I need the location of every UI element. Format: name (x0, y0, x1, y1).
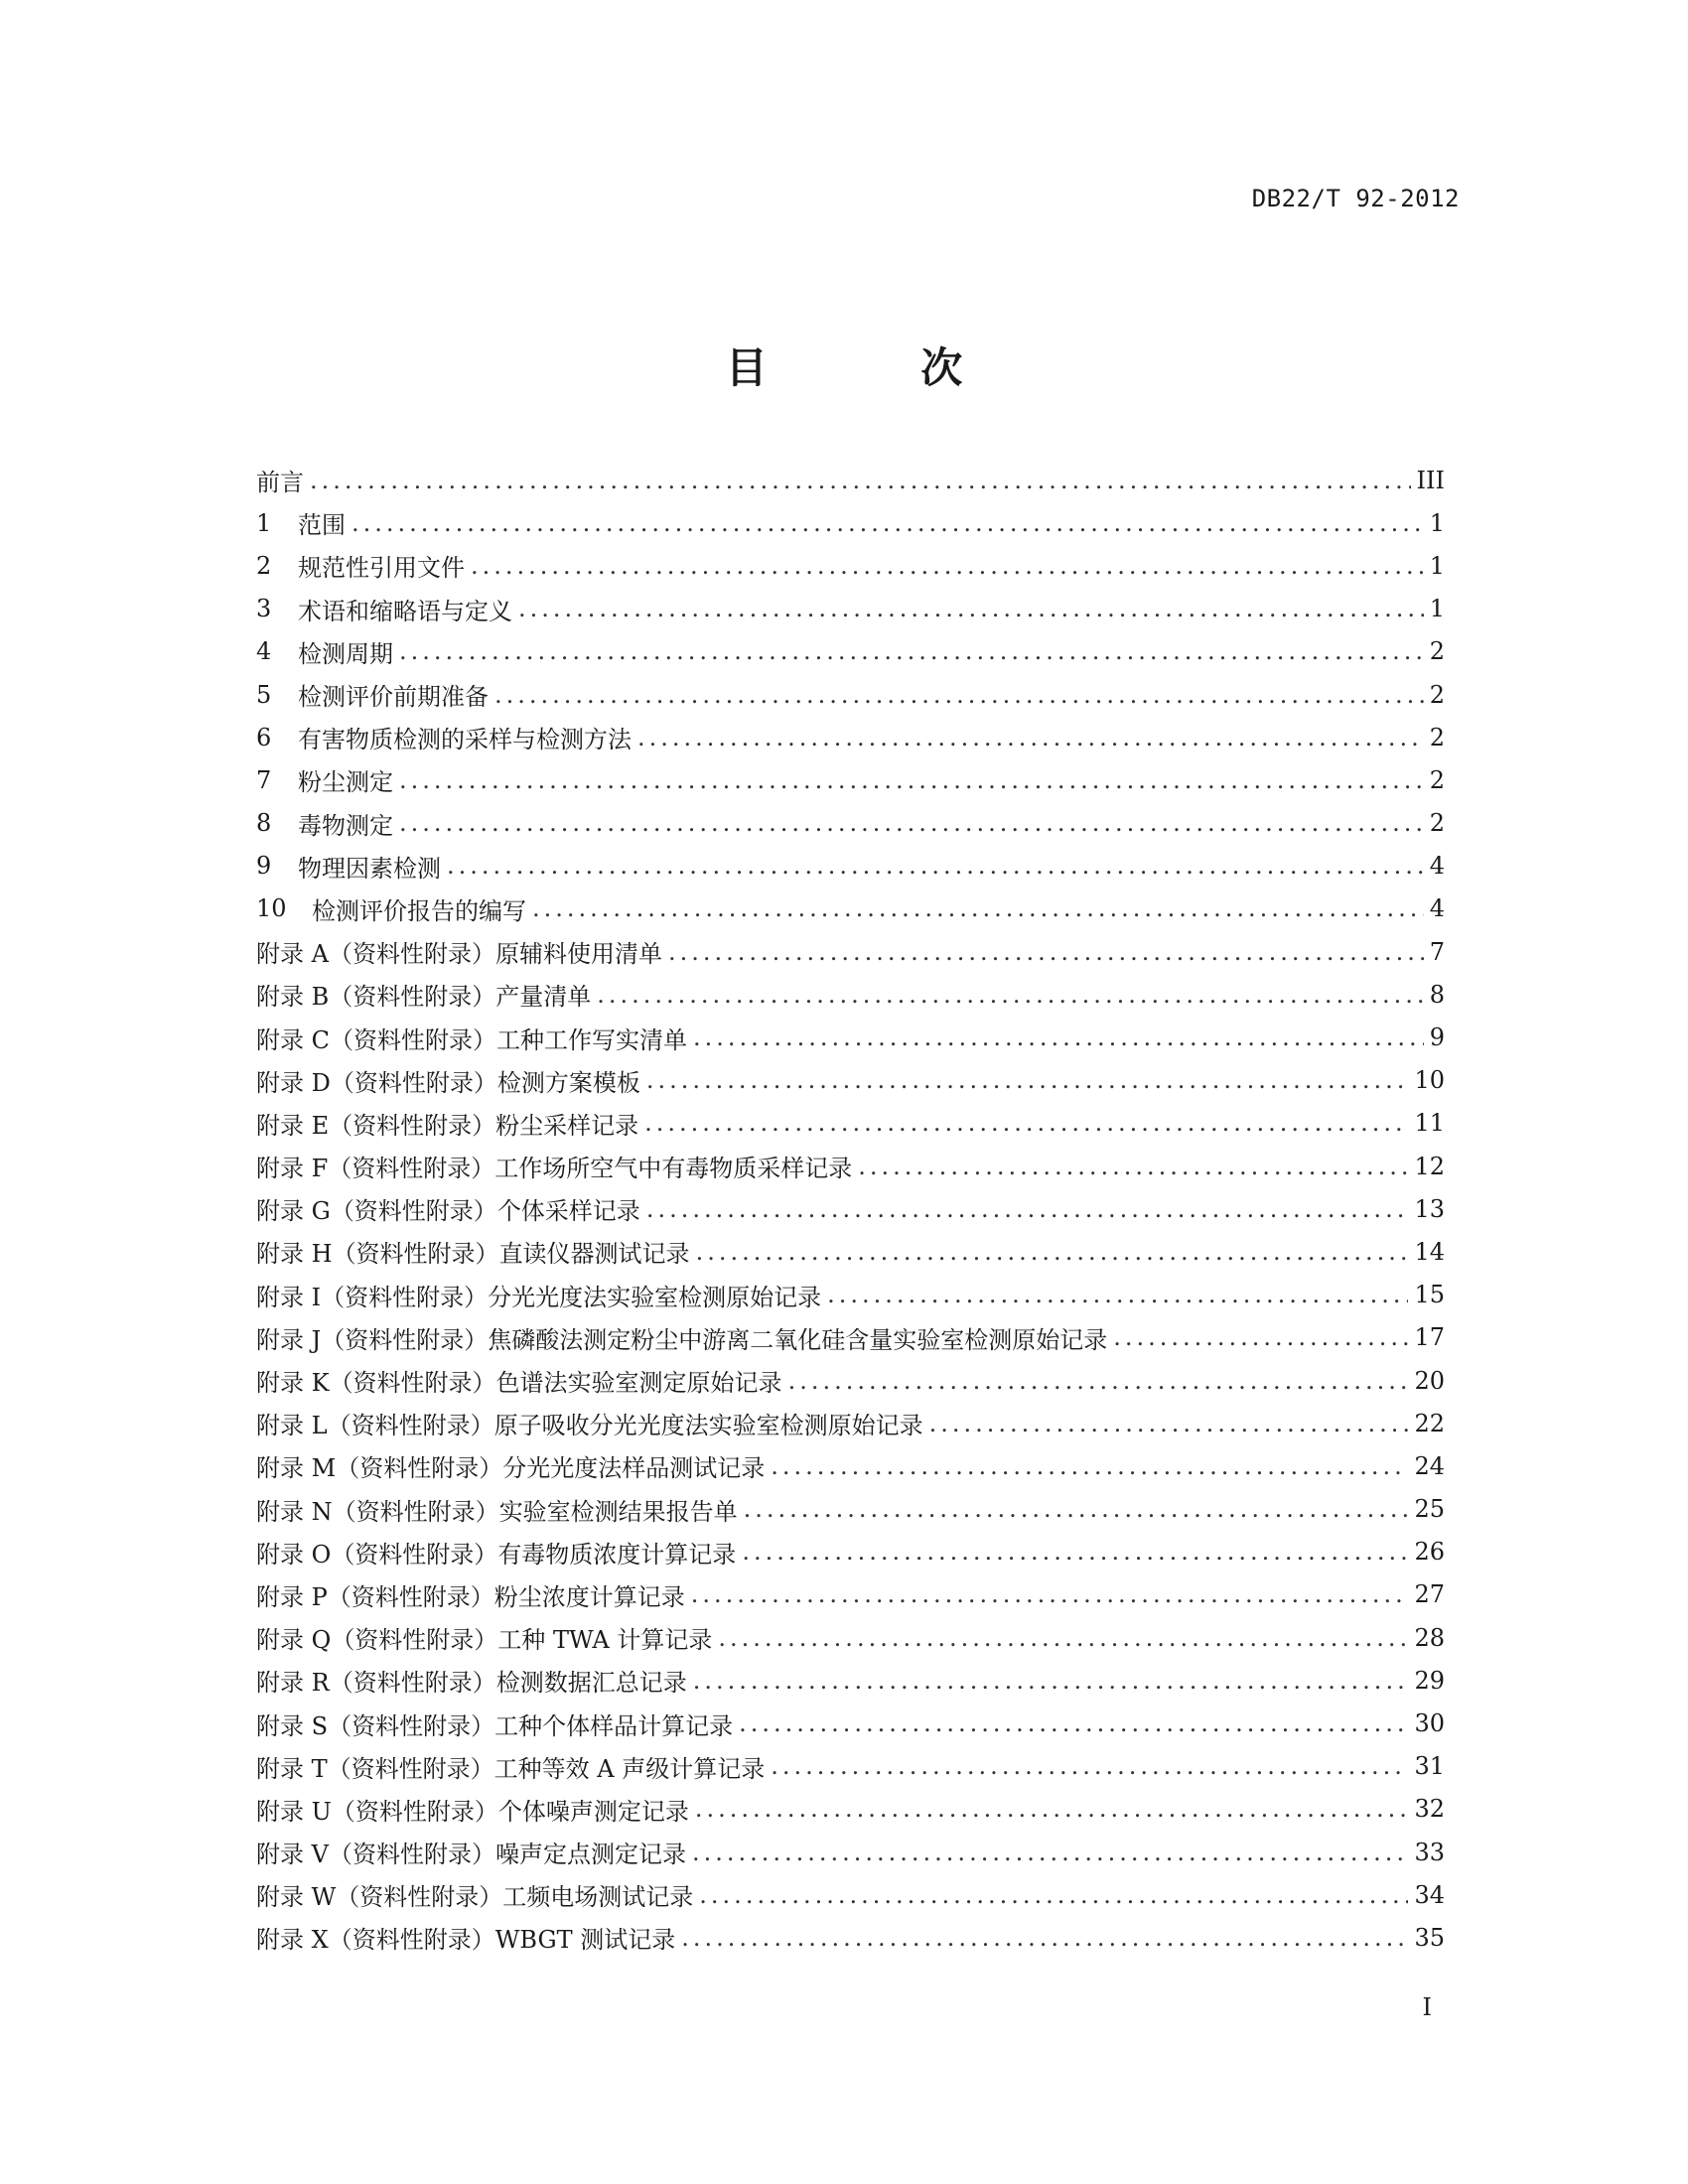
annex-page: 28 (1414, 1623, 1445, 1652)
annex-page: 26 (1414, 1538, 1445, 1567)
dot-leader (771, 1752, 1408, 1780)
toc-annex-n[interactable] (256, 1488, 1445, 1531)
annex-page: 12 (1414, 1152, 1445, 1180)
annex-page: 25 (1414, 1495, 1445, 1524)
dot-leader (929, 1410, 1409, 1437)
annex-code: 附录 I (256, 1283, 322, 1311)
annex-label: 原子吸收分光光度法实验室检测原始记录 (493, 1412, 923, 1440)
annex-label: 分光光度法实验室检测原始记录 (488, 1283, 822, 1311)
dot-leader (693, 1667, 1409, 1695)
toc-entry-page: 2 (1429, 723, 1445, 751)
toc-title: 目 次 (725, 343, 1033, 392)
annex-type: （资料性附录） (330, 1197, 497, 1226)
dot-leader (646, 1195, 1409, 1223)
annex-type: （资料性附录） (329, 1369, 496, 1398)
toc-entry-label: 有害物质检测的采样与检测方法 (298, 726, 632, 754)
annex-page: 22 (1414, 1409, 1445, 1437)
annex-code: 附录 K (256, 1369, 330, 1398)
toc-entry-7[interactable] (256, 758, 1445, 801)
dot-leader (518, 595, 1424, 622)
toc-annex-h[interactable] (256, 1230, 1445, 1273)
annex-code: 附录 B (256, 983, 330, 1012)
dot-leader (693, 1024, 1424, 1051)
annex-page: 27 (1414, 1580, 1445, 1609)
toc-entry-label: 检测评价报告的编写 (312, 896, 526, 925)
annex-type: （资料性附录） (331, 1626, 498, 1655)
dot-leader (447, 852, 1424, 880)
annex-page: 14 (1414, 1237, 1445, 1266)
annex-type: （资料性附录） (327, 1412, 494, 1440)
annex-type: （资料性附录） (336, 1883, 503, 1912)
annex-type: （资料性附录） (328, 1155, 495, 1183)
toc-entry-9[interactable] (256, 845, 1445, 887)
toc-entry-number: 5 (256, 680, 272, 709)
dot-leader (718, 1624, 1408, 1652)
annex-label: 检测数据汇总记录 (495, 1669, 687, 1698)
toc-entry-3[interactable] (256, 588, 1445, 630)
toc-entry-page: 2 (1429, 809, 1445, 838)
dot-leader (637, 724, 1424, 751)
annex-label: 个体采样记录 (496, 1197, 640, 1226)
toc-entry-number: 7 (256, 765, 272, 794)
dot-leader (744, 1495, 1409, 1523)
dot-leader (668, 938, 1424, 966)
annex-label: 实验室检测结果报告单 (498, 1497, 738, 1526)
annex-label: 工种 TWA 计算记录 (497, 1626, 713, 1655)
annex-label: 直读仪器测试记录 (498, 1240, 690, 1269)
annex-label: 色谱法实验室测定原始记录 (495, 1369, 782, 1398)
toc-entry-page: 1 (1429, 551, 1445, 580)
dot-leader (1113, 1323, 1408, 1351)
toc-list (256, 459, 1445, 1960)
toc-entry-label: 检测周期 (298, 639, 393, 668)
annex-code: 附录 C (256, 1025, 330, 1054)
annex-page: 8 (1429, 980, 1445, 1009)
annex-type: （资料性附录） (329, 1111, 496, 1140)
annex-label: 分光光度法样品测试记录 (502, 1454, 766, 1483)
toc-entry-2[interactable] (256, 544, 1445, 587)
annex-type: （资料性附录） (330, 1025, 496, 1054)
toc-annex-u[interactable] (256, 1788, 1445, 1831)
annex-type: （资料性附录） (329, 1669, 496, 1698)
toc-entry-label: 毒物测定 (298, 811, 393, 840)
dot-leader (691, 1580, 1409, 1608)
annex-code: 附录 A (256, 940, 329, 969)
toc-entry-1[interactable] (256, 501, 1445, 544)
annex-code: 附录 Q (256, 1626, 332, 1655)
annex-type: （资料性附录） (331, 1540, 498, 1569)
annex-label: 工种工作写实清单 (496, 1025, 687, 1054)
dot-leader (739, 1709, 1408, 1737)
annex-type: （资料性附录） (331, 1797, 498, 1826)
annex-code: 附录 W (256, 1883, 337, 1912)
dot-leader (692, 1839, 1408, 1866)
toc-entry-label: 范围 (298, 511, 346, 540)
toc-entry-4[interactable] (256, 630, 1445, 673)
annex-type: （资料性附录） (332, 1240, 499, 1269)
toc-annex-p[interactable] (256, 1573, 1445, 1616)
toc-entry-number: 10 (256, 894, 287, 923)
toc-annex-e[interactable] (256, 1102, 1445, 1145)
toc-annex-i[interactable] (256, 1274, 1445, 1316)
annex-page: 29 (1414, 1666, 1445, 1695)
annex-label: 粉尘采样记录 (495, 1111, 639, 1140)
toc-entry-page: 4 (1429, 852, 1445, 881)
toc-annex-v[interactable] (256, 1831, 1445, 1873)
annex-type: （资料性附录） (336, 1454, 503, 1483)
toc-annex-a[interactable] (256, 930, 1445, 973)
toc-annex-g[interactable] (256, 1187, 1445, 1230)
toc-annex-w[interactable] (256, 1873, 1445, 1916)
annex-page: 30 (1414, 1709, 1445, 1738)
toc-entry-5[interactable] (256, 673, 1445, 716)
annex-code: 附录 V (256, 1841, 329, 1869)
document-code: DB22/T 92-2012 (1251, 185, 1460, 212)
annex-label: 检测方案模板 (496, 1068, 640, 1097)
dot-leader (399, 809, 1424, 837)
annex-label: 原辅料使用清单 (494, 940, 662, 969)
dot-leader (742, 1538, 1408, 1566)
annex-page: 34 (1414, 1880, 1445, 1909)
annex-page: 13 (1414, 1194, 1445, 1223)
dot-leader (699, 1881, 1408, 1909)
dot-leader (310, 467, 1411, 494)
annex-type: （资料性附录） (330, 1068, 497, 1097)
annex-code: 附录 N (256, 1497, 333, 1526)
dot-leader (352, 509, 1424, 537)
annex-code: 附录 S (256, 1711, 329, 1740)
toc-entry-page: 4 (1429, 894, 1445, 923)
annex-type: （资料性附录） (328, 1711, 495, 1740)
annex-code: 附录 X (256, 1926, 329, 1955)
toc-annex-k[interactable] (256, 1359, 1445, 1402)
annex-label: 有毒物质浓度计算记录 (497, 1540, 737, 1569)
annex-type: （资料性附录） (328, 940, 495, 969)
annex-page: 15 (1414, 1281, 1445, 1309)
annex-page: 10 (1414, 1066, 1445, 1095)
toc-entry-number: 2 (256, 551, 272, 580)
toc-annex-t[interactable] (256, 1745, 1445, 1788)
toc-entry-8[interactable] (256, 802, 1445, 845)
annex-code: 附录 H (256, 1240, 333, 1269)
annex-label: 工频电场测试记录 (502, 1883, 694, 1912)
dot-leader (695, 1795, 1409, 1823)
dot-leader (858, 1153, 1408, 1180)
dot-leader (646, 1066, 1409, 1094)
toc-entry-label: 检测评价前期准备 (298, 683, 489, 712)
toc-entry-page: 1 (1429, 595, 1445, 623)
annex-code: 附录 U (256, 1797, 332, 1826)
toc-annex-s[interactable] (256, 1702, 1445, 1744)
annex-label: WBGT 测试记录 (494, 1926, 676, 1955)
toc-entry-page: 2 (1429, 765, 1445, 794)
toc-entry-foreword[interactable] (256, 459, 1445, 501)
dot-leader (532, 894, 1424, 922)
toc-annex-r[interactable] (256, 1659, 1445, 1702)
toc-entry-number: 8 (256, 809, 272, 838)
annex-page: 31 (1414, 1752, 1445, 1781)
toc-entry-number: 1 (256, 508, 272, 537)
annex-code: 附录 E (256, 1111, 330, 1140)
toc-annex-j[interactable] (256, 1316, 1445, 1359)
toc-entry-page: 2 (1429, 680, 1445, 709)
annex-label: 工作场所空气中有毒物质采样记录 (494, 1155, 853, 1183)
page-number: I (1422, 1993, 1432, 2021)
annex-page: 11 (1414, 1109, 1445, 1138)
annex-code: 附录 J (256, 1325, 322, 1354)
toc-entry-page: 2 (1429, 637, 1445, 666)
dot-leader (399, 766, 1424, 794)
annex-label: 产量清单 (495, 983, 592, 1012)
toc-annex-f[interactable] (256, 1145, 1445, 1187)
dot-leader (827, 1281, 1408, 1308)
toc-entry-page: III (1416, 466, 1445, 494)
annex-type: （资料性附录） (329, 983, 496, 1012)
annex-code: 附录 L (256, 1412, 328, 1440)
toc-entry-number: 3 (256, 595, 272, 623)
toc-annex-d[interactable] (256, 1059, 1445, 1102)
toc-entry-number: 9 (256, 852, 272, 881)
dot-leader (681, 1924, 1408, 1952)
annex-code: 附录 R (256, 1669, 330, 1698)
toc-annex-b[interactable] (256, 973, 1445, 1016)
dot-leader (597, 981, 1423, 1009)
annex-type: （资料性附录） (328, 1841, 495, 1869)
toc-annex-q[interactable] (256, 1616, 1445, 1659)
annex-page: 35 (1414, 1923, 1445, 1952)
annex-label: 粉尘浓度计算记录 (493, 1582, 685, 1611)
toc-entry-label: 粉尘测定 (298, 768, 393, 797)
dot-leader (788, 1367, 1409, 1395)
dot-leader (399, 637, 1424, 665)
annex-code: 附录 D (256, 1068, 331, 1097)
annex-page: 9 (1429, 1024, 1445, 1052)
toc-annex-l[interactable] (256, 1402, 1445, 1444)
toc-entry-number: 6 (256, 723, 272, 751)
annex-label: 噪声定点测定记录 (494, 1841, 686, 1869)
annex-type: （资料性附录） (328, 1926, 495, 1955)
dot-leader (644, 1109, 1408, 1137)
toc-entry-label: 前言 (256, 469, 304, 497)
annex-page: 20 (1414, 1366, 1445, 1395)
annex-page: 24 (1414, 1451, 1445, 1480)
annex-type: （资料性附录） (327, 1754, 494, 1783)
dot-leader (771, 1452, 1408, 1480)
dot-leader (471, 552, 1424, 580)
toc-entry-number: 4 (256, 637, 272, 666)
annex-page: 32 (1414, 1795, 1445, 1824)
toc-annex-o[interactable] (256, 1531, 1445, 1573)
annex-type: （资料性附录） (321, 1283, 489, 1311)
annex-label: 焦磷酸法测定粉尘中游离二氧化硅含量实验室检测原始记录 (488, 1325, 1108, 1354)
dot-leader (696, 1238, 1409, 1266)
annex-code: 附录 T (256, 1754, 328, 1783)
annex-code: 附录 F (256, 1155, 329, 1183)
annex-type: （资料性附录） (321, 1325, 489, 1354)
annex-page: 7 (1429, 937, 1445, 966)
annex-label: 工种等效 A 声级计算记录 (493, 1754, 766, 1783)
annex-type: （资料性附录） (327, 1582, 494, 1611)
toc-annex-m[interactable] (256, 1444, 1445, 1487)
annex-label: 工种个体样品计算记录 (494, 1711, 734, 1740)
annex-page: 17 (1414, 1323, 1445, 1352)
toc-annex-x[interactable] (256, 1916, 1445, 1959)
dot-leader (494, 681, 1424, 709)
annex-page: 33 (1414, 1838, 1445, 1866)
annex-code: 附录 O (256, 1540, 332, 1569)
toc-entry-10[interactable] (256, 887, 1445, 930)
toc-entry-label: 术语和缩略语与定义 (298, 597, 512, 625)
annex-type: （资料性附录） (332, 1497, 499, 1526)
toc-entry-page: 1 (1429, 508, 1445, 537)
toc-entry-label: 物理因素检测 (298, 854, 441, 883)
toc-annex-c[interactable] (256, 1016, 1445, 1058)
annex-code: 附录 G (256, 1197, 331, 1226)
annex-code: 附录 M (256, 1454, 337, 1483)
annex-label: 个体噪声测定记录 (497, 1797, 689, 1826)
annex-code: 附录 P (256, 1582, 328, 1611)
toc-entry-6[interactable] (256, 716, 1445, 758)
toc-entry-label: 规范性引用文件 (298, 554, 465, 583)
